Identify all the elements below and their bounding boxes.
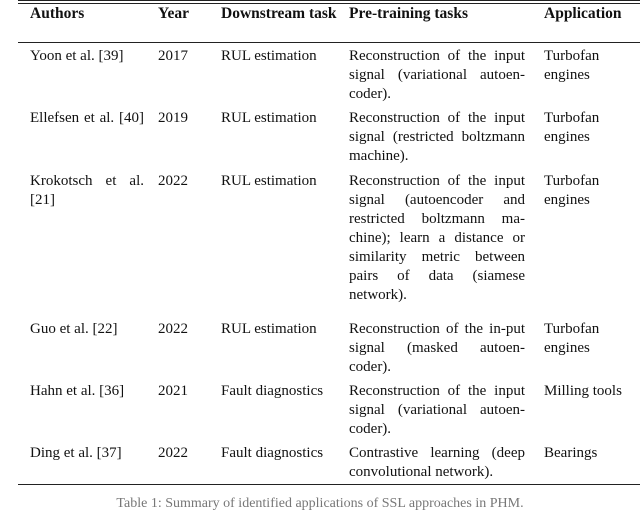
header-pretraining-tasks: Pre-training tasks [349, 5, 468, 22]
cell-downstream: RUL estimation [221, 48, 317, 64]
cell-pretraining: Reconstruction of the input signal (variational autoen-coder). [349, 383, 525, 437]
header-year: Year [158, 5, 189, 22]
cell-application: Turbofan engines [544, 321, 600, 356]
cell-downstream: RUL estimation [221, 321, 317, 337]
header-downstream-task: Downstream task [221, 5, 337, 22]
cell-application: Turbofan engines [544, 48, 600, 83]
cell-year: 2022 [158, 445, 188, 461]
cell-downstream: RUL estimation [221, 173, 317, 189]
cell-pretraining: Reconstruction of the input signal (variational autoen-coder). [349, 48, 525, 102]
cell-application: Milling tools [544, 383, 622, 399]
cell-downstream: RUL estimation [221, 110, 317, 126]
table-caption: Table 1: Summary of identified applications of SSL approaches in PHM. [116, 496, 524, 511]
cell-pretraining: Reconstruction of the input signal (restricted boltzmann machine). [349, 110, 525, 164]
cell-authors: Ellefsen et al. [40] [30, 110, 144, 126]
cell-application: Turbofan engines [544, 110, 600, 145]
cell-application: Bearings [544, 445, 598, 461]
cell-year: 2022 [158, 173, 188, 189]
cell-year: 2019 [158, 110, 188, 126]
header-application: Application [544, 5, 622, 22]
cell-year: 2022 [158, 321, 188, 337]
cell-authors: Krokotsch et al. [21] [30, 173, 144, 208]
cell-authors: Yoon et al. [39] [30, 48, 124, 64]
cell-pretraining: Reconstruction of the input signal (autoencoder and restricted boltzmann ma-chine); learn a distance or similarity metric between pairs of data (siamese network). [349, 173, 525, 303]
cell-downstream: Fault diagnostics [221, 383, 324, 399]
cell-authors: Ding et al. [37] [30, 445, 122, 461]
cell-downstream: Fault diagnostics [221, 445, 324, 461]
cell-application: Turbofan engines [544, 173, 600, 208]
header-authors: Authors [30, 5, 85, 22]
table-bottom-rule [18, 484, 640, 485]
table-top-rule [18, 0, 640, 1]
cell-pretraining: Reconstruction of the in-put signal (masked autoen-coder). [349, 321, 525, 375]
cell-authors: Hahn et al. [36] [30, 383, 125, 399]
cell-year: 2021 [158, 383, 188, 399]
cell-pretraining: Contrastive learning (deep convolutional network). [349, 445, 525, 480]
table-header-rule [18, 42, 640, 43]
cell-year: 2017 [158, 48, 188, 64]
table-top-rule-inner [18, 3, 640, 4]
cell-authors: Guo et al. [22] [30, 321, 118, 337]
